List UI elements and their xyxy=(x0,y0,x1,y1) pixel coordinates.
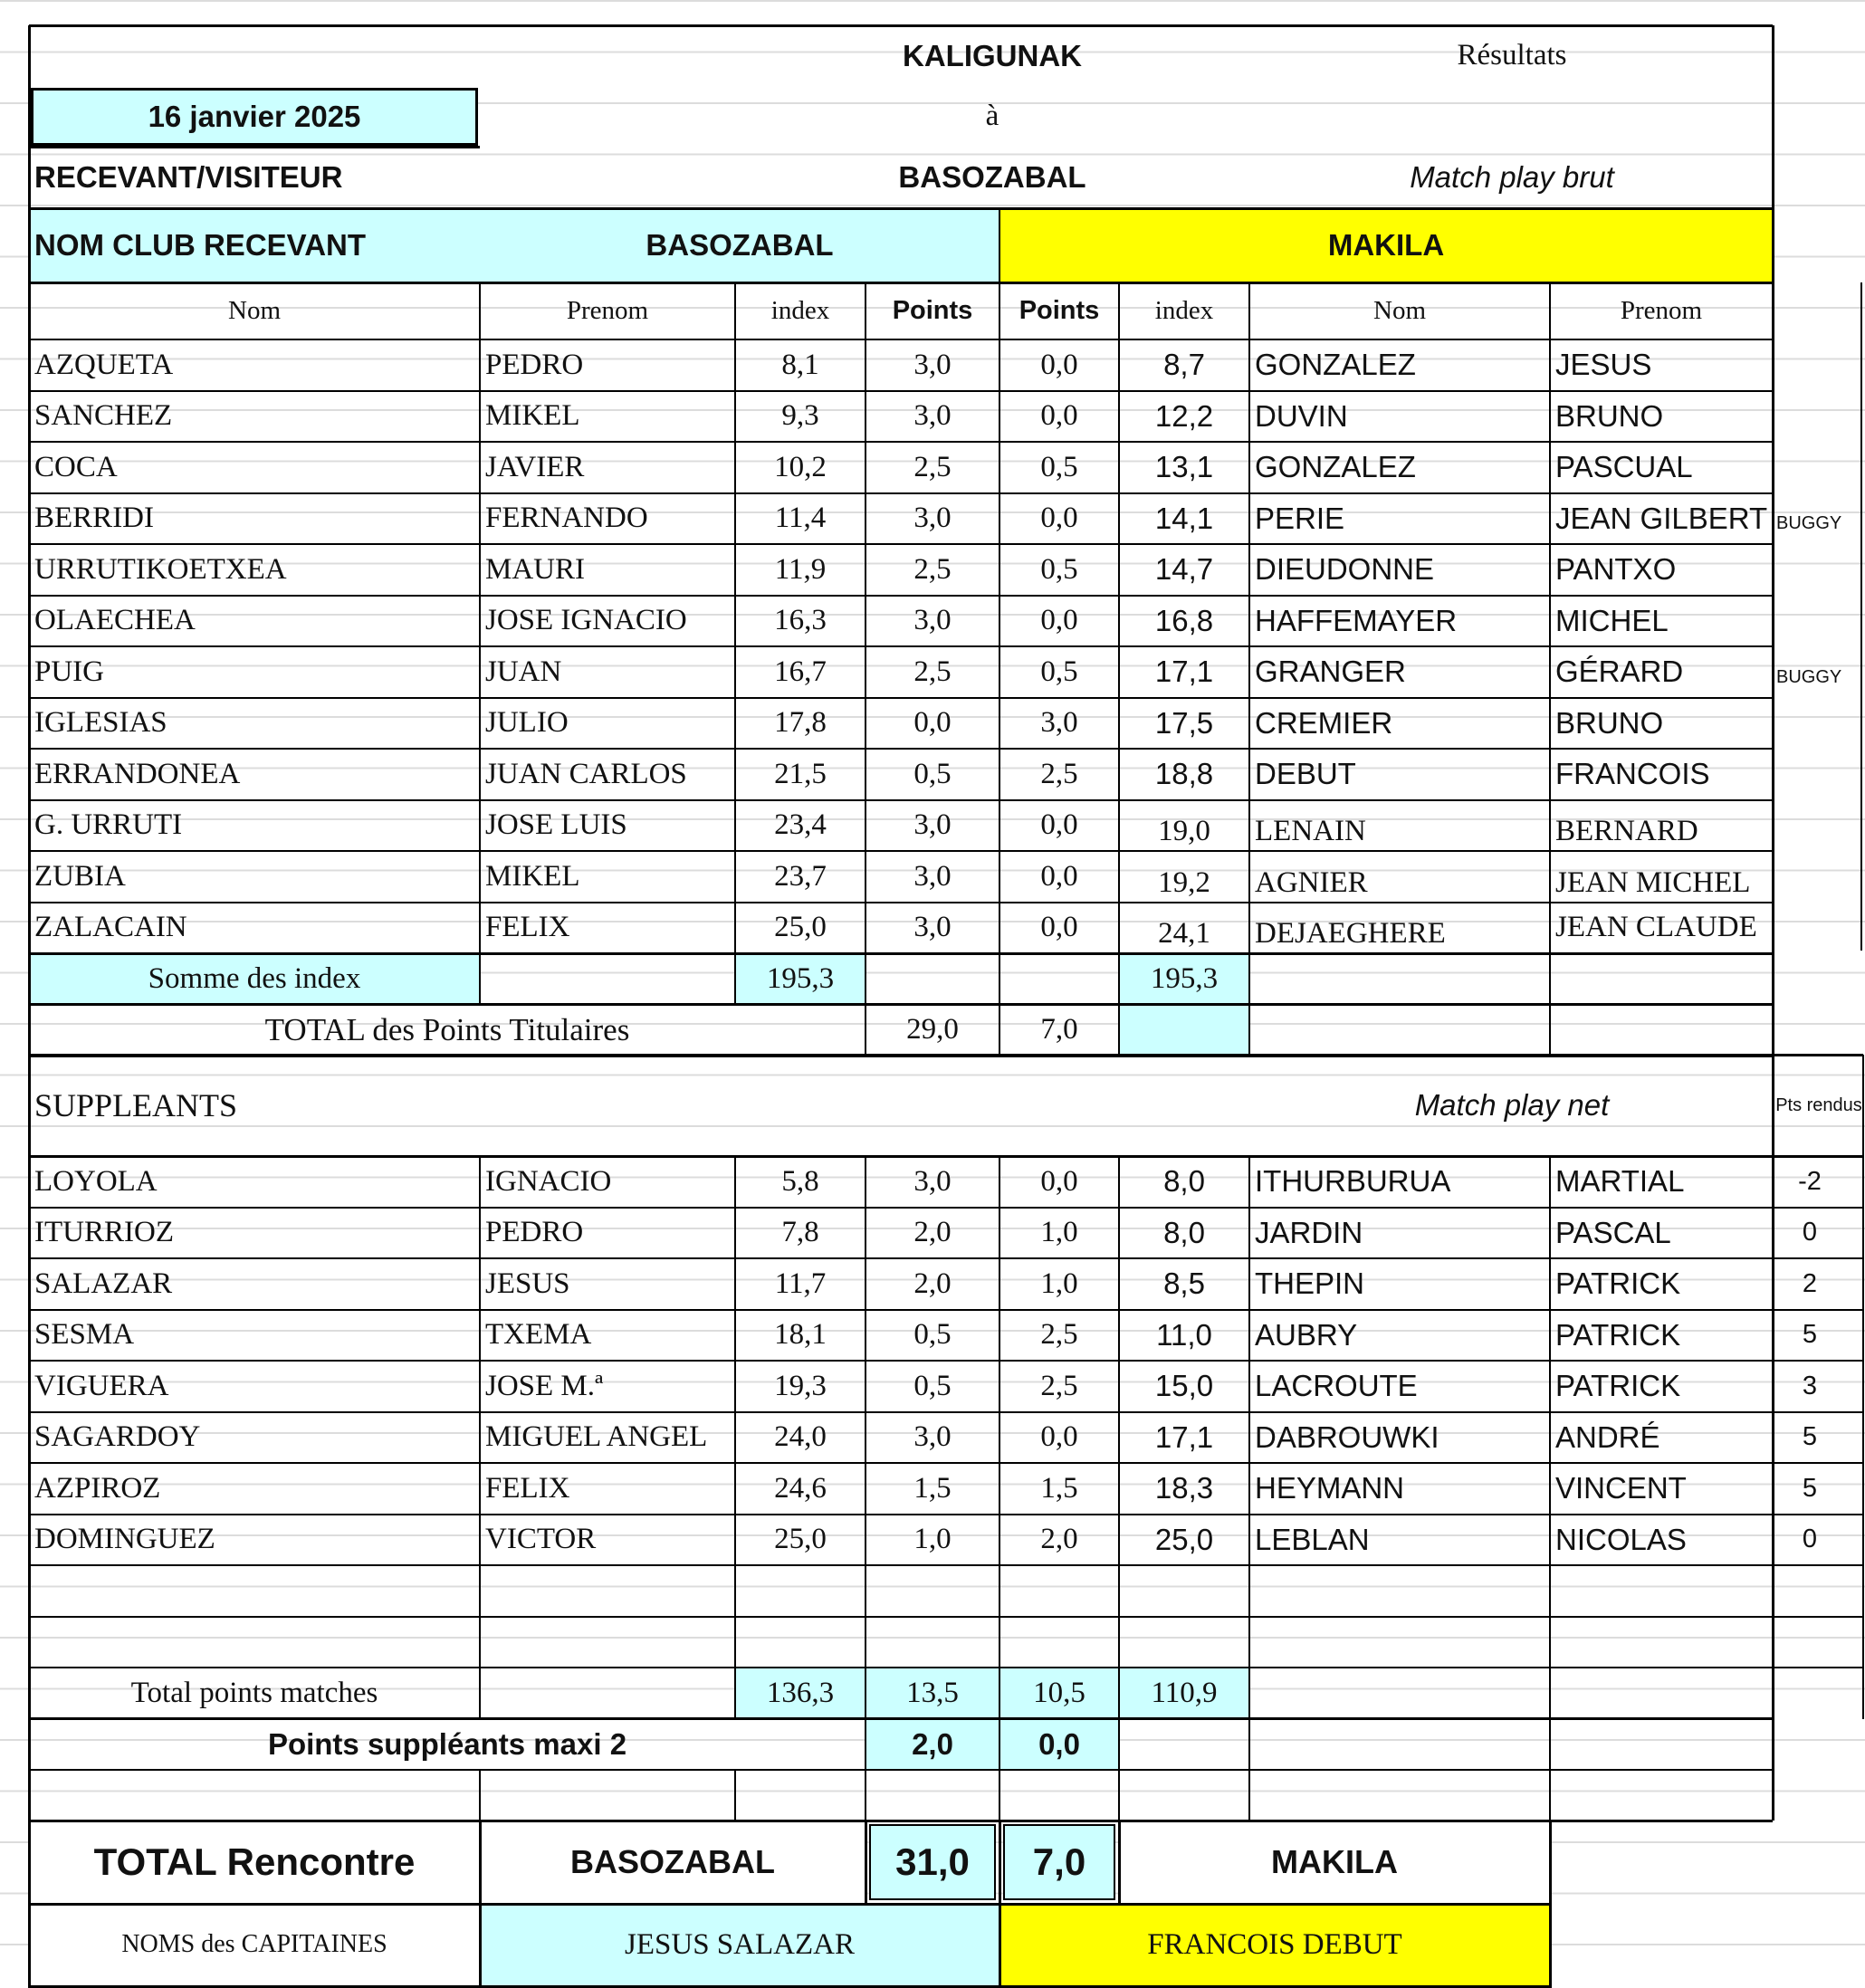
grid-line xyxy=(29,1462,1863,1464)
sub-away-index: 25,0 xyxy=(1154,1522,1214,1556)
sub-home-name: SESMA xyxy=(34,1318,135,1352)
capitaine-away: FRANCOIS DEBUT xyxy=(999,1904,1550,1985)
away-player-firstname: FRANCOIS xyxy=(1555,757,1710,791)
grid-line xyxy=(29,1207,1863,1209)
sub-home-index: 5,8 xyxy=(781,1164,819,1198)
grid-line xyxy=(29,543,1773,545)
sub-away-firstname: PATRICK xyxy=(1555,1266,1681,1301)
sub-away-name: LEBLAN xyxy=(1255,1522,1370,1556)
grid-line xyxy=(865,1156,866,1719)
home-player-points: 2,5 xyxy=(913,552,952,586)
home-player-index: 25,0 xyxy=(774,911,827,944)
grid-line xyxy=(999,1770,1000,1821)
grid-line xyxy=(1248,1156,1250,1719)
away-player-firstname: JEAN CLAUDE xyxy=(1555,911,1757,944)
sub-home-index: 18,1 xyxy=(774,1318,827,1352)
total-matches-label: Total points matches xyxy=(130,1676,378,1709)
sub-pts-rendus: 3 xyxy=(1802,1371,1818,1400)
col-home-points: Points xyxy=(892,296,973,325)
away-player-points: 0,5 xyxy=(1040,655,1078,688)
away-player-index: 12,2 xyxy=(1154,398,1214,433)
sub-away-index: 8,0 xyxy=(1163,1215,1205,1249)
total-titulaires-label: TOTAL des Points Titulaires xyxy=(264,1011,630,1047)
home-player-name: BERRIDI xyxy=(34,502,154,535)
sub-pts-rendus: 5 xyxy=(1802,1422,1818,1452)
away-player-index: 8,7 xyxy=(1163,348,1205,382)
points-suppleants-home: 2,0 xyxy=(866,1719,999,1771)
home-player-name: COCA xyxy=(34,450,118,483)
grid-line xyxy=(1118,1770,1120,1821)
total-matches-away-points: 10,5 xyxy=(999,1668,1119,1719)
sub-away-points: 2,5 xyxy=(1040,1369,1078,1402)
home-player-firstname: JUAN xyxy=(485,655,562,688)
home-player-firstname: MAURI xyxy=(485,552,586,586)
home-player-points: 3,0 xyxy=(913,502,952,535)
away-player-index: 13,1 xyxy=(1154,450,1214,484)
grid-line xyxy=(29,1257,1863,1259)
sub-home-name: SALAZAR xyxy=(34,1266,173,1300)
home-player-name: ZUBIA xyxy=(34,859,126,893)
pts-rendus-header: Pts rendus xyxy=(1775,1094,1862,1115)
sub-away-points: 2,5 xyxy=(1040,1318,1078,1352)
grid-line xyxy=(1118,1005,1120,1056)
col-away-nom: Nom xyxy=(1373,296,1426,325)
grid-line xyxy=(29,1769,1773,1771)
home-player-index: 21,5 xyxy=(774,757,827,790)
grid-line xyxy=(865,282,866,953)
grid-line xyxy=(29,1667,1863,1668)
away-player-firstname: MICHEL xyxy=(1555,603,1669,637)
sub-home-firstname: PEDRO xyxy=(485,1216,584,1249)
home-player-index: 10,2 xyxy=(774,450,827,483)
total-titulaires-away: 7,0 xyxy=(1040,1013,1078,1047)
sub-home-name: SAGARDOY xyxy=(34,1420,201,1454)
total-matches-home-index: 136,3 xyxy=(735,1668,866,1719)
grid-line xyxy=(865,1821,867,1904)
home-player-name: ZALACAIN xyxy=(34,911,187,944)
grid-line xyxy=(29,1155,1863,1158)
grid-line xyxy=(1118,1821,1121,1904)
sub-away-firstname: NICOLAS xyxy=(1555,1522,1687,1556)
home-player-firstname: JUAN CARLOS xyxy=(485,757,687,790)
grid-line xyxy=(29,595,1773,597)
somme-index-home: 195,3 xyxy=(735,953,866,1005)
away-player-name: DEJAEGHERE xyxy=(1255,917,1446,951)
grid-line xyxy=(29,1903,1550,1906)
away-player-name: PERIE xyxy=(1255,501,1345,535)
away-player-points: 0,0 xyxy=(1040,911,1078,944)
total-matches-home-points: 13,5 xyxy=(866,1668,999,1719)
home-player-name: G. URRUTI xyxy=(34,808,183,842)
home-player-points: 2,5 xyxy=(913,655,952,688)
grid-line xyxy=(999,282,1000,953)
away-team-name: MAKILA xyxy=(999,208,1773,282)
home-player-index: 16,7 xyxy=(774,655,827,688)
match-date: 16 janvier 2025 xyxy=(31,88,478,146)
home-player-firstname: JOSE LUIS xyxy=(485,808,627,842)
home-player-firstname: MIKEL xyxy=(485,859,580,893)
grid-line xyxy=(1549,282,1551,953)
away-player-name: DEBUT xyxy=(1255,757,1356,791)
home-player-firstname: JULIO xyxy=(485,706,569,740)
total-rencontre-away-score: 7,0 xyxy=(1003,1824,1115,1900)
sub-away-firstname: ANDRÉ xyxy=(1555,1419,1660,1454)
home-player-points: 3,0 xyxy=(913,348,952,381)
col-home-nom: Nom xyxy=(228,296,281,325)
capitaine-home: JESUS SALAZAR xyxy=(480,1904,999,1985)
home-player-name: ERRANDONEA xyxy=(34,757,241,790)
grid-line xyxy=(29,748,1773,750)
grid-line xyxy=(29,697,1773,699)
sub-away-name: THEPIN xyxy=(1255,1266,1365,1301)
sub-pts-rendus: 5 xyxy=(1802,1473,1818,1503)
format-net: Match play net xyxy=(1414,1088,1610,1122)
away-player-index: 17,5 xyxy=(1154,705,1214,740)
away-player-points: 0,0 xyxy=(1040,348,1078,381)
total-titulaires-home: 29,0 xyxy=(906,1013,959,1047)
sub-home-firstname: VICTOR xyxy=(485,1523,597,1556)
total-titulaires-away-index xyxy=(1119,1005,1249,1056)
home-player-index: 9,3 xyxy=(781,399,819,433)
sub-home-index: 25,0 xyxy=(774,1523,827,1556)
grid-line xyxy=(865,1770,866,1821)
sub-away-index: 15,0 xyxy=(1154,1369,1214,1403)
home-player-name: OLAECHEA xyxy=(34,604,196,637)
home-player-firstname: JAVIER xyxy=(485,450,585,483)
grid-line xyxy=(865,1719,866,1771)
grid-line xyxy=(999,1005,1000,1056)
sub-away-points: 0,0 xyxy=(1040,1164,1078,1198)
sub-away-points: 1,0 xyxy=(1040,1216,1078,1249)
points-suppleants-away: 0,0 xyxy=(999,1719,1119,1771)
capitaines-label: NOMS des CAPITAINES xyxy=(29,1904,480,1985)
away-player-index: 18,8 xyxy=(1154,757,1214,791)
grid-line xyxy=(29,339,1773,340)
grid-line xyxy=(1118,1719,1120,1771)
total-matches-away-index: 110,9 xyxy=(1119,1668,1249,1719)
sub-away-points: 1,0 xyxy=(1040,1266,1078,1300)
away-player-name: GONZALEZ xyxy=(1255,348,1416,382)
home-player-index: 11,9 xyxy=(774,552,827,586)
away-player-name: DIEUDONNE xyxy=(1255,552,1435,587)
grid-line xyxy=(29,1514,1863,1515)
buggy-note: BUGGY xyxy=(1776,666,1842,687)
grid-line xyxy=(734,282,736,953)
grid-line xyxy=(29,1820,1773,1822)
sub-pts-rendus: 5 xyxy=(1802,1320,1818,1350)
away-player-index: 16,8 xyxy=(1154,603,1214,637)
away-player-firstname: JEAN MICHEL xyxy=(1555,865,1751,899)
total-rencontre-home-team: BASOZABAL xyxy=(480,1821,866,1904)
away-player-firstname: GÉRARD xyxy=(1555,655,1684,689)
sub-pts-rendus: 0 xyxy=(1802,1218,1818,1247)
grid-line xyxy=(29,24,1773,27)
sub-home-name: DOMINGUEZ xyxy=(34,1523,215,1556)
away-player-points: 0,0 xyxy=(1040,859,1078,893)
somme-index-label: Somme des index xyxy=(29,953,480,1005)
away-player-name: HAFFEMAYER xyxy=(1255,603,1458,637)
away-player-firstname: BRUNO xyxy=(1555,705,1664,740)
col-away-points: Points xyxy=(1019,296,1100,325)
home-team-name: BASOZABAL xyxy=(646,228,834,262)
grid-line xyxy=(1248,1719,1250,1771)
away-player-points: 0,0 xyxy=(1040,502,1078,535)
grid-line xyxy=(29,799,1773,801)
sub-home-points: 0,5 xyxy=(913,1369,952,1402)
away-player-name: AGNIER xyxy=(1255,865,1368,899)
sub-pts-rendus: 0 xyxy=(1802,1524,1818,1554)
points-suppleants-label: Points suppléants maxi 2 xyxy=(267,1726,627,1761)
sub-away-points: 1,5 xyxy=(1040,1471,1078,1505)
away-player-firstname: BRUNO xyxy=(1555,398,1664,433)
role-label: RECEVANT/VISITEUR xyxy=(34,160,343,194)
grid-line xyxy=(29,207,1773,210)
sub-away-name: DABROUWKI xyxy=(1255,1419,1439,1454)
away-player-name: DUVIN xyxy=(1255,398,1348,433)
sub-home-name: VIGUERA xyxy=(34,1369,169,1402)
sub-away-index: 11,0 xyxy=(1156,1317,1212,1352)
grid-line xyxy=(734,1770,736,1821)
away-player-firstname: JESUS xyxy=(1555,348,1652,382)
grid-line xyxy=(1549,1005,1551,1056)
somme-index-away: 195,3 xyxy=(1119,953,1249,1005)
away-player-firstname: BERNARD xyxy=(1555,815,1698,848)
sub-away-points: 2,0 xyxy=(1040,1523,1078,1556)
away-player-points: 0,0 xyxy=(1040,604,1078,637)
grid-line xyxy=(865,1005,866,1056)
home-player-name: PUIG xyxy=(34,655,105,688)
grid-line xyxy=(1860,282,1862,951)
home-player-points: 0,0 xyxy=(913,706,952,740)
results-label: Résultats xyxy=(1457,39,1567,72)
home-player-points: 3,0 xyxy=(913,808,952,842)
total-rencontre-label: TOTAL Rencontre xyxy=(29,1821,480,1904)
grid-line xyxy=(29,902,1773,903)
home-player-firstname: MIKEL xyxy=(485,399,580,433)
grid-line xyxy=(28,25,31,1988)
suppleants-label: SUPPLEANTS xyxy=(34,1087,238,1123)
home-player-name: URRUTIKOETXEA xyxy=(34,552,287,586)
sub-away-points: 0,0 xyxy=(1040,1420,1078,1454)
home-player-firstname: FELIX xyxy=(485,911,570,944)
at-label: à xyxy=(985,100,999,132)
grid-line xyxy=(1248,1770,1250,1821)
grid-line xyxy=(1248,282,1250,953)
sub-home-index: 19,3 xyxy=(774,1369,827,1402)
grid-line xyxy=(1118,953,1120,1005)
sub-away-name: HEYMANN xyxy=(1255,1471,1405,1505)
sub-away-firstname: MARTIAL xyxy=(1555,1164,1685,1199)
home-player-name: AZQUETA xyxy=(34,348,174,381)
grid-line xyxy=(999,1156,1000,1719)
sub-home-firstname: JESUS xyxy=(485,1266,570,1300)
grid-line xyxy=(29,1717,1773,1720)
sub-away-name: LACROUTE xyxy=(1255,1369,1418,1403)
away-player-points: 3,0 xyxy=(1040,706,1078,740)
grid-line xyxy=(734,1156,736,1719)
grid-line xyxy=(29,1309,1863,1311)
grid-line xyxy=(29,441,1773,443)
away-player-name: CREMIER xyxy=(1255,705,1393,740)
grid-line xyxy=(29,1616,1863,1618)
grid-line xyxy=(1772,1156,1774,1719)
col-away-index: index xyxy=(1154,296,1214,325)
venue: BASOZABAL xyxy=(898,160,1086,194)
away-player-points: 2,5 xyxy=(1040,757,1078,790)
sub-home-firstname: JOSE M.ª xyxy=(485,1369,604,1402)
grid-line xyxy=(1549,1770,1551,1821)
grid-line xyxy=(29,1411,1863,1413)
sub-home-points: 2,0 xyxy=(913,1266,952,1300)
away-player-firstname: JEAN GILBERT xyxy=(1555,501,1768,535)
sub-away-name: AUBRY xyxy=(1255,1317,1358,1352)
sub-home-points: 2,0 xyxy=(913,1216,952,1249)
grid-line xyxy=(865,953,866,1005)
home-player-index: 11,4 xyxy=(774,502,827,535)
buggy-note: BUGGY xyxy=(1776,513,1842,534)
sub-away-firstname: PATRICK xyxy=(1555,1369,1681,1403)
grid-line xyxy=(999,208,1000,282)
home-player-name: SANCHEZ xyxy=(34,399,173,433)
home-player-points: 3,0 xyxy=(913,399,952,433)
away-player-firstname: PASCUAL xyxy=(1555,450,1693,484)
away-player-name: GONZALEZ xyxy=(1255,450,1416,484)
home-player-firstname: FERNANDO xyxy=(485,502,648,535)
sub-away-firstname: VINCENT xyxy=(1555,1471,1687,1505)
grid-line xyxy=(29,1564,1863,1566)
away-player-index: 14,7 xyxy=(1154,552,1214,587)
away-player-name: GRANGER xyxy=(1255,655,1406,689)
grid-line xyxy=(29,1054,1863,1056)
sub-away-index: 8,0 xyxy=(1163,1164,1205,1199)
home-player-index: 23,4 xyxy=(774,808,827,842)
sub-home-index: 7,8 xyxy=(781,1216,819,1249)
home-player-firstname: JOSE IGNACIO xyxy=(485,604,687,637)
sub-away-name: ITHURBURUA xyxy=(1255,1164,1451,1199)
grid-line xyxy=(29,390,1773,392)
sub-home-name: LOYOLA xyxy=(34,1164,158,1198)
home-player-points: 3,0 xyxy=(913,911,952,944)
grid-line xyxy=(1549,953,1551,1005)
sub-home-name: ITURRIOZ xyxy=(34,1216,174,1249)
grid-line xyxy=(1549,1156,1551,1719)
sub-home-points: 3,0 xyxy=(913,1164,952,1198)
away-player-firstname: PANTXO xyxy=(1555,552,1677,587)
sub-home-firstname: FELIX xyxy=(485,1471,570,1505)
sub-home-name: AZPIROZ xyxy=(34,1471,161,1505)
grid-line xyxy=(1118,282,1120,953)
sub-pts-rendus: 2 xyxy=(1802,1268,1818,1298)
grid-line xyxy=(29,146,480,148)
home-player-points: 0,5 xyxy=(913,757,952,790)
sub-home-index: 11,7 xyxy=(774,1266,827,1300)
col-home-index: index xyxy=(770,296,830,325)
club-title: KALIGUNAK xyxy=(903,38,1082,72)
away-player-name: LENAIN xyxy=(1255,815,1366,848)
grid-line xyxy=(479,1770,481,1821)
away-player-index: 14,1 xyxy=(1154,501,1214,535)
sub-away-name: JARDIN xyxy=(1255,1215,1363,1249)
grid-line xyxy=(999,1719,1000,1771)
away-player-points: 0,5 xyxy=(1040,552,1078,586)
grid-line xyxy=(29,1985,1550,1988)
format-gross: Match play brut xyxy=(1410,160,1614,194)
grid-line xyxy=(1549,1719,1551,1771)
sub-home-points: 1,5 xyxy=(913,1471,952,1505)
grid-line xyxy=(29,282,1773,284)
away-player-index: 19,2 xyxy=(1158,865,1210,899)
grid-line xyxy=(29,645,1773,647)
sub-home-index: 24,6 xyxy=(774,1471,827,1505)
home-player-index: 16,3 xyxy=(774,604,827,637)
total-rencontre-away-team: MAKILA xyxy=(1119,1821,1550,1904)
home-player-index: 17,8 xyxy=(774,706,827,740)
sub-home-firstname: IGNACIO xyxy=(485,1164,612,1198)
sub-home-points: 0,5 xyxy=(913,1318,952,1352)
sub-away-firstname: PASCAL xyxy=(1555,1215,1671,1249)
home-club-label: NOM CLUB RECEVANT xyxy=(34,228,367,262)
sub-away-index: 18,3 xyxy=(1154,1471,1214,1505)
sub-home-firstname: MIGUEL ANGEL xyxy=(485,1420,708,1454)
sub-pts-rendus: -2 xyxy=(1798,1166,1822,1196)
away-player-points: 0,0 xyxy=(1040,808,1078,842)
sub-home-index: 24,0 xyxy=(774,1420,827,1454)
grid-line xyxy=(29,850,1773,852)
grid-line xyxy=(29,1360,1863,1362)
home-player-name: IGLESIAS xyxy=(34,706,167,740)
grid-line xyxy=(999,953,1000,1005)
grid-line xyxy=(734,953,736,1005)
away-player-index: 19,0 xyxy=(1158,815,1210,848)
home-player-points: 3,0 xyxy=(913,604,952,637)
grid-line xyxy=(1248,953,1250,1005)
sub-home-points: 3,0 xyxy=(913,1420,952,1454)
away-player-points: 0,5 xyxy=(1040,450,1078,483)
sub-away-index: 17,1 xyxy=(1154,1419,1214,1454)
col-home-prenom: Prenom xyxy=(566,296,649,325)
away-player-index: 17,1 xyxy=(1154,655,1214,689)
home-player-firstname: PEDRO xyxy=(485,348,584,381)
home-player-index: 23,7 xyxy=(774,859,827,893)
grid-line xyxy=(479,1156,481,1719)
grid-line xyxy=(479,282,481,953)
home-player-points: 3,0 xyxy=(913,859,952,893)
grid-line xyxy=(29,492,1773,494)
sub-away-firstname: PATRICK xyxy=(1555,1317,1681,1352)
home-player-points: 2,5 xyxy=(913,450,952,483)
away-player-index: 24,1 xyxy=(1158,917,1210,951)
grid-line xyxy=(1248,1005,1250,1056)
total-rencontre-home-score: 31,0 xyxy=(869,1824,996,1900)
col-away-prenom: Prenom xyxy=(1620,296,1703,325)
sub-home-points: 1,0 xyxy=(913,1523,952,1556)
away-player-points: 0,0 xyxy=(1040,399,1078,433)
sub-away-index: 8,5 xyxy=(1163,1266,1205,1301)
home-player-index: 8,1 xyxy=(781,348,819,381)
sub-home-firstname: TXEMA xyxy=(485,1318,592,1352)
grid-line xyxy=(29,1003,1773,1006)
grid-line xyxy=(29,952,1773,955)
grid-line xyxy=(1118,1156,1120,1719)
grid-line xyxy=(479,953,481,1005)
